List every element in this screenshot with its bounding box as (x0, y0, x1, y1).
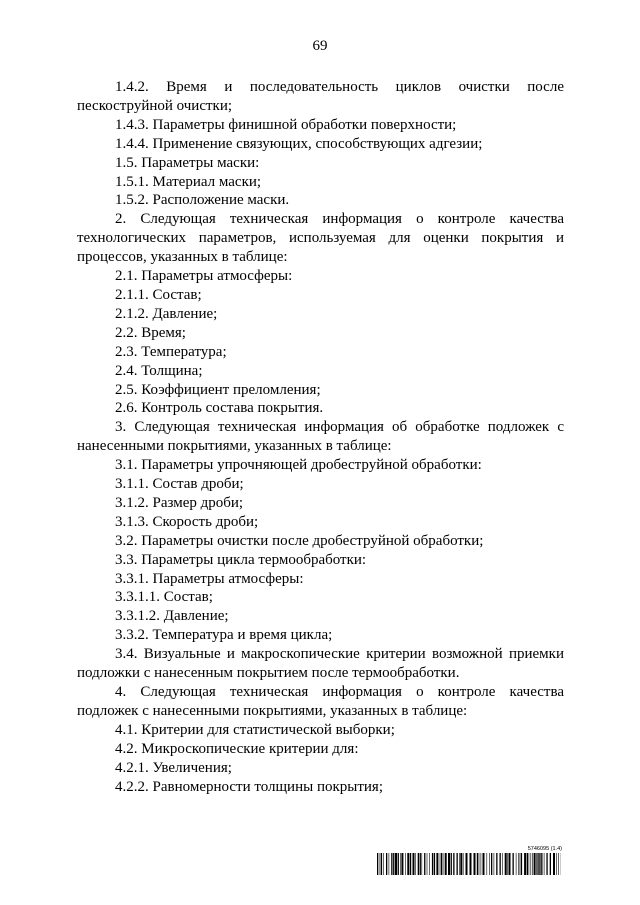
barcode-bar (448, 853, 450, 875)
paragraph: 3.3.1.2. Давление; (115, 608, 229, 625)
barcode-bar (558, 853, 559, 875)
barcode-bar (553, 853, 555, 875)
barcode-bar (491, 853, 492, 875)
barcode-bar (463, 853, 464, 875)
barcode-bar (436, 853, 438, 875)
paragraph: 2.3. Температура; (115, 343, 227, 360)
barcode-bar (460, 853, 462, 875)
barcode-bar (507, 853, 508, 875)
barcode-bar (521, 853, 522, 875)
paragraph: 3.1.3. Скорость дроби; (115, 513, 259, 530)
barcode-bar (516, 853, 517, 875)
barcode-bar (520, 853, 521, 875)
paragraph: 3. Следующая техническая информация об обработке подложек с нанесенными покрытиями, указанных в таблице: (77, 419, 564, 455)
barcode-bar (445, 853, 447, 875)
barcode-bar (386, 853, 387, 875)
barcode-bar (393, 853, 394, 875)
barcode-bar (550, 853, 551, 875)
paragraph: 2.2. Время; (115, 324, 186, 341)
paragraph: 2.1. Параметры атмосферы: (115, 268, 293, 285)
barcode-bar (509, 853, 511, 875)
barcode-bar (427, 853, 428, 875)
barcode-bar (531, 853, 532, 875)
paragraph: 3.1.2. Размер дроби; (115, 494, 244, 511)
barcode-bar (470, 853, 472, 875)
barcode-bar (377, 853, 378, 875)
barcode-bar (420, 853, 421, 875)
barcode-bar (529, 853, 530, 875)
barcode-bar (422, 853, 423, 875)
barcode-bar (383, 853, 384, 875)
barcode-bar (487, 853, 488, 875)
barcode-bar (546, 853, 547, 875)
barcode-bar (418, 853, 419, 875)
barcode-bar (494, 853, 495, 875)
barcode-bar (432, 853, 433, 875)
paragraph: 2.1.2. Давление; (115, 305, 218, 322)
paragraph: 3.1. Параметры упрочняющей дробеструйной обработки: (115, 457, 482, 474)
paragraph: 3.3.1. Параметры атмосферы: (115, 570, 304, 587)
barcode-bar (407, 853, 409, 875)
barcode-bar (481, 853, 482, 875)
paragraph: 2.1.1. Состав; (115, 286, 202, 303)
paragraph: 1.4.2. Время и последовательность циклов очистки после пескоструйной очистки; (77, 79, 564, 114)
barcode-bar (536, 853, 537, 875)
paragraph: 1.5.1. Материал маски; (115, 173, 262, 190)
barcode-bar (524, 853, 526, 875)
barcode-bar (477, 853, 478, 875)
barcode-bar (453, 853, 454, 875)
barcode-bar (400, 853, 401, 875)
paragraph: 4.2.2. Равномерности толщины покрытия; (115, 778, 383, 795)
paragraph: 3.1.1. Состав дроби; (115, 476, 244, 493)
paragraph: 3.2. Параметры очистки после дробеструйной обработки; (115, 532, 484, 549)
document-body (77, 78, 564, 796)
barcode-bar (380, 853, 381, 875)
barcode-bar (513, 853, 514, 875)
paragraph: 2. Следующая техническая информация о контроле качества технологических параметров, используемая для оценки покрытия и процессов, указанных в таблице: (77, 211, 564, 266)
barcode-bar (441, 853, 442, 875)
barcode-bar (391, 853, 392, 875)
barcode-bar (527, 853, 528, 875)
barcode-bar (537, 853, 538, 875)
paragraph: 4.2.1. Увеличения; (115, 759, 232, 776)
barcode-bar (443, 853, 444, 875)
paragraph: 2.5. Коэффициент преломления; (115, 381, 321, 398)
barcode-bar (539, 853, 540, 875)
barcode-bar (451, 853, 452, 875)
paragraph: 3.3.2. Температура и время цикла; (115, 627, 333, 644)
barcode-bar (466, 853, 468, 875)
barcode-bar (398, 853, 399, 875)
barcode-bar (534, 853, 536, 875)
barcode-bar (544, 853, 545, 875)
barcode-bar (434, 853, 435, 875)
barcode-bar (541, 853, 542, 875)
barcode-bar (459, 853, 460, 875)
paragraph: 3.4. Визуальные и макроскопические критерии возможной приемки подложки с нанесенным покрытием после термообработки. (77, 646, 564, 682)
barcode-image (377, 853, 561, 875)
paragraph: 2.6. Контроль состава покрытия. (115, 400, 324, 417)
paragraph: 1.5.2. Расположение маски. (115, 192, 290, 209)
barcode-bar (483, 853, 485, 875)
barcode-bar (381, 853, 382, 875)
paragraph: 1.5. Параметры маски: (115, 154, 260, 171)
barcode-bar (429, 853, 430, 875)
barcode-bar (474, 853, 476, 875)
barcode-bar (440, 853, 441, 875)
page-number: 69 (312, 38, 328, 54)
paragraph: 4.2. Микроскопические критерии для: (115, 740, 359, 757)
barcode-bar (518, 853, 519, 875)
barcode-bar (457, 853, 458, 875)
paragraph: 1.4.3. Параметры финишной обработки поверхности; (115, 116, 457, 133)
barcode-bar (413, 853, 415, 875)
barcode-bar (405, 853, 406, 875)
barcode-bar (389, 853, 390, 875)
paragraph: 2.4. Толщина; (115, 362, 203, 379)
barcode-bar (489, 853, 490, 875)
barcode-bar (505, 853, 507, 875)
barcode-bar (532, 853, 533, 875)
barcode-bar (500, 853, 501, 875)
paragraph: 1.4.4. Применение связующих, способствующих адгезии; (115, 135, 483, 152)
barcode-bar (556, 853, 557, 875)
paragraph: 4. Следующая техническая информация о контроле качества подложек с нанесенными покрытиями, указанных в таблице: (77, 684, 564, 719)
paragraph: 4.1. Критерии для статистической выборки; (115, 721, 395, 738)
barcode-bar (496, 853, 497, 875)
paragraph: 3.3.1.1. Состав; (115, 589, 213, 606)
barcode-bar (410, 853, 411, 875)
document-code: 5746095 (1.4) (527, 846, 562, 852)
barcode-bar (401, 853, 403, 875)
barcode-bar (424, 853, 425, 875)
barcode-bar (395, 853, 397, 875)
barcode-bar (479, 853, 480, 875)
barcode-bar (502, 853, 503, 875)
paragraph: 3.3. Параметры цикла термообработки: (115, 551, 367, 568)
barcode-bar (415, 853, 416, 875)
